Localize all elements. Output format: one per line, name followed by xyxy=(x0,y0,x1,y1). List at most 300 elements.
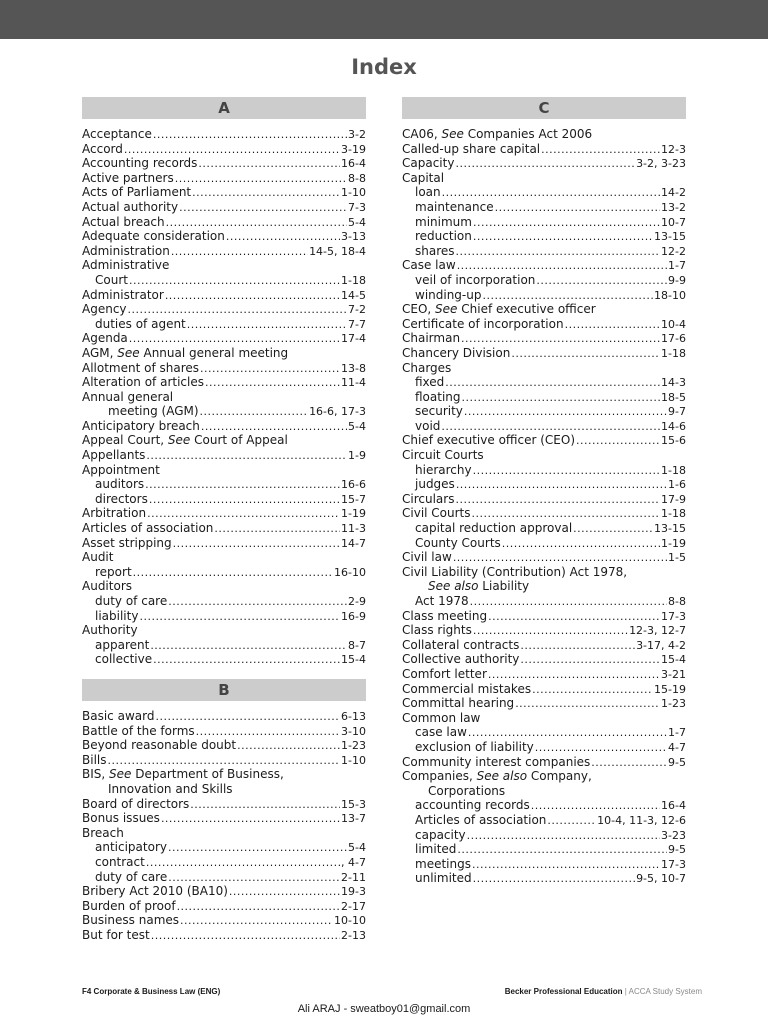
index-entry xyxy=(402,404,686,419)
index-term: reduction xyxy=(415,229,472,244)
owner-email-line: Ali ARAJ - sweatboy01@gmail.com xyxy=(297,1003,471,1015)
see-reference: See xyxy=(441,127,464,141)
page-reference: 15-19 xyxy=(654,682,686,696)
page-reference: 1-7 xyxy=(668,259,686,273)
index-entry xyxy=(82,609,366,624)
dot-leader xyxy=(576,434,660,448)
dot-leader xyxy=(151,929,340,943)
index-term: Basic award xyxy=(82,708,155,723)
dot-leader xyxy=(472,507,661,521)
dot-leader xyxy=(214,522,340,536)
index-entry xyxy=(82,171,366,186)
dot-leader xyxy=(535,741,667,755)
page-reference: 1-23 xyxy=(661,697,686,711)
dot-leader xyxy=(187,318,347,332)
index-term: Accord xyxy=(82,141,123,156)
see-reference: See xyxy=(435,302,458,317)
index-term: Appeal Court, See Court of Appeal xyxy=(82,433,288,448)
page-reference: 14-7 xyxy=(341,536,366,550)
page-reference: 3-21 xyxy=(661,667,686,681)
page-reference: 14-5, 18-4 xyxy=(309,244,366,258)
index-term: duty of care xyxy=(95,869,168,884)
index-entry xyxy=(82,200,366,215)
index-term: meetings xyxy=(415,856,471,871)
dot-leader xyxy=(145,478,340,492)
index-entry xyxy=(402,755,686,770)
index-term: Administration xyxy=(82,243,170,258)
dot-leader xyxy=(531,799,660,813)
index-entry xyxy=(402,798,686,813)
index-term: Called-up share capital xyxy=(402,141,541,156)
dot-leader xyxy=(198,157,340,171)
index-entry xyxy=(402,638,686,653)
index-entry xyxy=(402,331,686,346)
dot-leader xyxy=(482,289,653,303)
page-reference: 3-2, 3-23 xyxy=(636,157,686,171)
index-entry xyxy=(402,273,686,288)
see-reference: See xyxy=(109,767,132,782)
index-entry xyxy=(82,244,366,259)
index-term: CA06, See Companies Act 2006 xyxy=(402,127,593,141)
dot-leader xyxy=(456,478,667,492)
dot-leader xyxy=(150,639,347,653)
index-entry xyxy=(82,433,366,448)
page-reference: 7-3 xyxy=(348,200,366,214)
index-entry xyxy=(402,288,686,303)
page-reference: 12-2 xyxy=(661,244,686,258)
index-term: Annual general xyxy=(82,389,174,404)
index-entry xyxy=(402,725,686,740)
page-reference: 14-5 xyxy=(341,288,366,302)
dot-leader xyxy=(161,812,340,826)
dot-leader xyxy=(453,551,667,565)
index-term: Actual authority xyxy=(82,199,179,214)
index-entry xyxy=(402,842,686,857)
page-reference: 3-10 xyxy=(341,724,366,738)
index-term: accounting records xyxy=(415,798,530,813)
page-reference: 17-4 xyxy=(341,332,366,346)
page-reference: 2-11 xyxy=(341,870,366,884)
page-reference: 10-4, 11-3, 12-6 xyxy=(597,813,686,827)
page-reference: 9-9 xyxy=(668,273,686,287)
index-term: Arbitration xyxy=(82,506,147,521)
dot-leader xyxy=(192,186,340,200)
page-reference: 15-4 xyxy=(341,653,366,667)
page-reference: 15-6 xyxy=(661,434,686,448)
dot-leader xyxy=(464,405,667,419)
page-reference: 17-9 xyxy=(661,492,686,506)
dot-leader xyxy=(461,332,660,346)
index-term: Appellants xyxy=(82,448,146,463)
dot-leader xyxy=(205,376,340,390)
page-reference: 1-7 xyxy=(668,726,686,740)
index-term: County Courts xyxy=(415,535,501,550)
index-entry xyxy=(82,288,366,303)
index-entry xyxy=(82,258,366,273)
index-entry xyxy=(402,609,686,624)
page-reference: 13-2 xyxy=(661,200,686,214)
index-term: Capital xyxy=(402,170,445,185)
index-entry xyxy=(82,767,366,782)
page-reference: 5-4 xyxy=(348,419,366,433)
index-entry xyxy=(82,521,366,536)
index-term: hierarchy xyxy=(415,462,472,477)
index-term: Adequate consideration xyxy=(82,229,225,244)
dot-leader xyxy=(171,245,308,259)
index-term: Agenda xyxy=(82,331,128,346)
page-reference: 19-3 xyxy=(341,885,366,899)
page-reference: 17-6 xyxy=(661,332,686,346)
index-entry xyxy=(402,171,686,186)
index-column-left xyxy=(82,97,366,942)
index-term: Alteration of articles xyxy=(82,375,204,390)
index-term: Auditors xyxy=(82,579,132,594)
see-reference: See also xyxy=(476,769,528,784)
index-entry xyxy=(402,652,686,667)
page-reference: 1-6 xyxy=(668,478,686,492)
section-header-c: C xyxy=(402,97,686,119)
dot-leader xyxy=(473,624,628,638)
index-entry xyxy=(402,258,686,273)
index-entry xyxy=(402,492,686,507)
index-term: void xyxy=(415,418,441,433)
dot-leader xyxy=(502,537,660,551)
index-entry xyxy=(402,667,686,682)
index-term: Anticipatory breach xyxy=(82,418,200,433)
index-term: duties of agent xyxy=(95,316,186,331)
index-term: Collateral contracts xyxy=(402,637,520,652)
index-term: maintenance xyxy=(415,199,494,214)
index-term: unlimited xyxy=(415,871,472,886)
index-term: Circuit Courts xyxy=(402,448,484,463)
index-term: Burden of proof xyxy=(82,898,176,913)
dot-leader xyxy=(153,653,340,667)
index-term: AGM, See Annual general meeting xyxy=(82,345,289,360)
dot-leader xyxy=(200,405,309,419)
index-term: Innovation and Skills xyxy=(108,781,233,796)
dot-leader xyxy=(488,668,660,682)
index-term: Committal hearing xyxy=(402,696,515,711)
index-term: Class rights xyxy=(402,623,472,638)
page-reference: 13-7 xyxy=(341,812,366,826)
index-term: limited xyxy=(415,842,457,857)
index-entry xyxy=(82,404,366,419)
index-term: Civil law xyxy=(402,550,452,565)
index-term: Articles of association xyxy=(82,521,214,536)
index-entry xyxy=(82,317,366,332)
index-entry xyxy=(402,784,686,799)
index-entry xyxy=(402,477,686,492)
page-reference: 3-13 xyxy=(341,230,366,244)
index-term: Chancery Division xyxy=(402,345,511,360)
index-entry xyxy=(82,594,366,609)
page-reference: 8-8 xyxy=(348,171,366,185)
index-term: Commercial mistakes xyxy=(402,681,532,696)
index-entry xyxy=(82,565,366,580)
index-entry xyxy=(82,215,366,230)
index-entry xyxy=(402,623,686,638)
index-entry xyxy=(82,709,366,724)
dot-leader xyxy=(149,493,340,507)
index-term: Chief executive officer (CEO) xyxy=(402,433,576,448)
index-entry xyxy=(402,185,686,200)
index-term: Asset stripping xyxy=(82,535,172,550)
dot-leader xyxy=(229,885,340,899)
page-reference: 1-18 xyxy=(661,507,686,521)
dot-leader xyxy=(173,537,340,551)
index-entry xyxy=(82,156,366,171)
index-term: meeting (AGM) xyxy=(108,404,199,419)
index-entry xyxy=(402,390,686,405)
section-c-entries xyxy=(402,127,686,886)
dot-leader xyxy=(473,216,660,230)
dot-leader xyxy=(445,376,660,390)
page-reference: 16-10 xyxy=(334,565,366,579)
page-reference: 11-4 xyxy=(341,376,366,390)
index-entry xyxy=(82,361,366,376)
index-entry xyxy=(82,753,366,768)
index-entry xyxy=(82,913,366,928)
page-reference: 8-8 xyxy=(668,595,686,608)
index-term: Business names xyxy=(82,913,180,928)
index-term: Acts of Parliament xyxy=(82,185,192,200)
page-reference: 1-5 xyxy=(668,551,686,565)
index-entry xyxy=(82,375,366,390)
dot-leader xyxy=(473,872,635,886)
index-entry xyxy=(82,463,366,478)
dot-leader xyxy=(472,858,660,872)
dot-leader xyxy=(456,245,661,259)
index-term: Common law xyxy=(402,710,481,725)
dot-leader xyxy=(201,420,347,434)
index-term: apparent xyxy=(95,637,150,652)
dot-leader xyxy=(147,507,340,521)
index-term: liability xyxy=(95,608,139,623)
dot-leader xyxy=(495,201,660,215)
index-entry xyxy=(402,448,686,463)
index-entry xyxy=(82,579,366,594)
page-reference: , 4-7 xyxy=(341,855,366,869)
dot-leader xyxy=(129,332,340,346)
index-term: collective xyxy=(95,652,153,667)
index-entry xyxy=(82,724,366,739)
index-entry xyxy=(402,361,686,376)
index-term: Administrative xyxy=(82,258,170,273)
index-entry xyxy=(82,899,366,914)
page-reference: 3-19 xyxy=(341,142,366,156)
dot-leader xyxy=(470,595,667,609)
dot-leader xyxy=(129,274,340,288)
index-entry xyxy=(402,419,686,434)
index-term: Community interest companies xyxy=(402,754,591,769)
page-reference: 5-4 xyxy=(348,841,366,855)
page-reference: 10-7 xyxy=(661,215,686,229)
page-title: Index xyxy=(351,55,417,79)
dot-leader xyxy=(128,303,348,317)
page-reference: 16-4 xyxy=(341,157,366,171)
index-entry xyxy=(402,828,686,843)
dot-leader xyxy=(455,157,635,171)
page-reference: 1-18 xyxy=(661,346,686,360)
dot-leader xyxy=(515,697,660,711)
index-term: capacity xyxy=(415,827,466,842)
page-reference: 9-5 xyxy=(668,755,686,769)
index-term: contract xyxy=(95,854,145,869)
dot-leader xyxy=(155,710,340,724)
dot-leader xyxy=(133,566,333,580)
dot-leader xyxy=(166,216,347,230)
index-term: Bribery Act 2010 (BA10) xyxy=(82,884,228,899)
top-banner xyxy=(0,0,768,39)
index-entry xyxy=(402,244,686,259)
index-term: Appointment xyxy=(82,462,160,477)
page-reference: 16-6, 17-3 xyxy=(309,405,366,419)
index-entry xyxy=(402,463,686,478)
footer-brand: Becker Professional Education xyxy=(504,987,623,996)
index-term: Board of directors xyxy=(82,796,190,811)
index-entry xyxy=(82,506,366,521)
page-reference: 1-19 xyxy=(661,536,686,550)
index-entry xyxy=(82,797,366,812)
dot-leader xyxy=(153,128,347,142)
footer-course-title: F4 Corporate & Business Law (ENG) xyxy=(82,987,221,996)
page-reference: 16-6 xyxy=(341,478,366,492)
index-entry xyxy=(82,855,366,870)
index-term: Articles of association xyxy=(415,812,547,827)
dot-leader xyxy=(168,595,347,609)
index-term: fixed xyxy=(415,375,445,390)
index-entry xyxy=(82,536,366,551)
index-term: Court xyxy=(95,272,128,287)
dot-leader xyxy=(200,362,340,376)
page-reference: 13-15 xyxy=(654,522,686,536)
dot-leader xyxy=(536,274,667,288)
page-reference: 12-3 xyxy=(661,142,686,156)
index-term: Beyond reasonable doubt xyxy=(82,738,237,753)
dot-leader xyxy=(468,726,667,740)
index-entry xyxy=(82,127,366,142)
index-term: Companies, See also Company, xyxy=(402,769,592,784)
index-term: Agency xyxy=(82,302,127,317)
page-reference: 3-17, 4-2 xyxy=(636,638,686,652)
index-term: shares xyxy=(415,243,455,258)
page-reference: 15-4 xyxy=(661,653,686,667)
index-term: auditors xyxy=(95,477,145,492)
index-entry xyxy=(402,550,686,565)
index-column-right xyxy=(402,97,686,886)
dot-leader xyxy=(139,610,340,624)
dot-leader xyxy=(473,230,653,244)
index-entry xyxy=(402,813,686,828)
index-term: Collective authority xyxy=(402,652,520,667)
index-entry xyxy=(82,229,366,244)
dot-leader xyxy=(511,347,660,361)
index-term: Breach xyxy=(82,825,124,840)
page-reference: 10-10 xyxy=(334,914,366,928)
index-entry xyxy=(82,884,366,899)
dot-leader xyxy=(520,639,635,653)
index-term: security xyxy=(415,404,463,419)
dot-leader xyxy=(226,230,340,244)
index-term: Corporations xyxy=(428,783,506,798)
index-term: Battle of the forms xyxy=(82,723,195,738)
page-reference: 14-6 xyxy=(661,419,686,433)
page-reference: 15-7 xyxy=(341,492,366,506)
page-reference: 7-7 xyxy=(348,317,366,331)
page-reference: 13-8 xyxy=(341,361,366,375)
index-entry xyxy=(82,928,366,943)
index-entry xyxy=(82,273,366,288)
page-reference: 15-3 xyxy=(341,797,366,811)
index-term: Act 1978 xyxy=(415,594,469,608)
index-term: Charges xyxy=(402,360,452,375)
index-term: Bills xyxy=(82,752,107,767)
index-term: Active partners xyxy=(82,170,174,185)
index-entry xyxy=(402,346,686,361)
index-entry xyxy=(402,857,686,872)
index-entry xyxy=(82,826,366,841)
page-reference: 10-4 xyxy=(661,317,686,331)
index-entry xyxy=(82,623,366,638)
index-entry xyxy=(82,840,366,855)
index-entry xyxy=(82,811,366,826)
section-header-a: A xyxy=(82,97,366,119)
index-entry xyxy=(402,536,686,551)
page-reference: 3-2 xyxy=(348,128,366,141)
page-reference: 1-19 xyxy=(341,507,366,521)
dot-leader xyxy=(457,259,667,273)
index-term: Civil Liability (Contribution) Act 1978, xyxy=(402,564,628,579)
page-reference: 1-10 xyxy=(341,753,366,767)
page-reference: 7-2 xyxy=(348,303,366,317)
index-entry xyxy=(402,229,686,244)
page-reference: 9-7 xyxy=(668,405,686,419)
dot-leader xyxy=(442,186,660,200)
index-entry xyxy=(402,711,686,726)
page-reference: 17-3 xyxy=(661,857,686,871)
index-term: Accounting records xyxy=(82,156,198,171)
index-entry xyxy=(82,652,366,667)
index-entry xyxy=(82,638,366,653)
index-term: Allotment of shares xyxy=(82,360,200,375)
index-entry xyxy=(402,594,686,609)
page-reference: 14-2 xyxy=(661,186,686,200)
see-reference: See xyxy=(117,345,140,360)
index-term: Case law xyxy=(402,258,456,273)
section-a-entries xyxy=(82,127,366,667)
index-entry xyxy=(402,317,686,332)
page-reference: 9-5, 10-7 xyxy=(636,872,686,886)
index-entry xyxy=(82,419,366,434)
section-b-entries xyxy=(82,709,366,943)
index-entry xyxy=(402,579,686,594)
index-term: loan xyxy=(415,185,441,200)
page-reference: 6-13 xyxy=(341,709,366,723)
page-reference: 16-9 xyxy=(341,609,366,623)
page-reference: 14-3 xyxy=(661,376,686,390)
page-reference: 9-5 xyxy=(668,843,686,857)
index-entry xyxy=(82,870,366,885)
page-reference: 4-7 xyxy=(668,740,686,754)
dot-leader xyxy=(108,754,341,768)
page-reference: 2-17 xyxy=(341,899,366,913)
index-term: Administrator xyxy=(82,287,164,302)
dot-leader xyxy=(455,493,660,507)
page-reference: 1-18 xyxy=(341,273,366,287)
index-entry xyxy=(402,565,686,580)
page-reference: 18-10 xyxy=(654,288,686,302)
index-entry xyxy=(82,477,366,492)
